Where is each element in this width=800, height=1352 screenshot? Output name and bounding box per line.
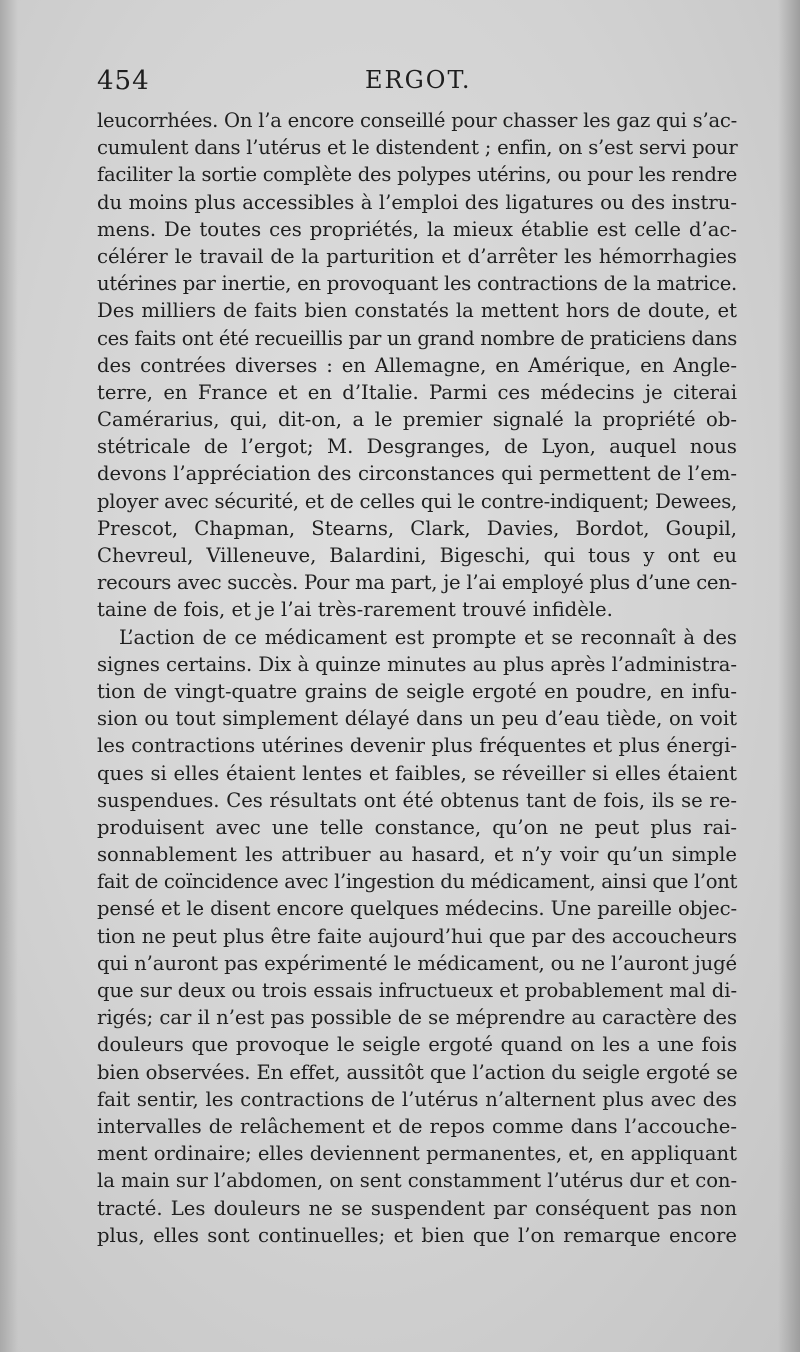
text-line: stétricale de l’ergot; M. Desgranges, de Lyon, auquel nous [97,435,737,459]
text-line: Des milliers de faits bien constatés la mettent hors de doute, et [97,299,737,323]
text-line: produisent avec une telle constance, qu’on ne peut plus rai- [97,815,737,839]
text-line: bien observées. En effet, aussitôt que l’action du seigle ergoté se [97,1060,738,1084]
text-line: qui n’auront pas expérimenté le médicament, ou ne l’auront jugé [97,951,738,975]
text-line: du moins plus accessibles à l’emploi des ligatures ou des instru- [97,190,737,214]
text-line: plus, elles sont continuelles; et bien que l’on remarque encore [97,1223,737,1247]
text-line: suspendues. Ces résultats ont été obtenus tant de fois, ils se re- [97,788,737,812]
text-line: tion de vingt-quatre grains de seigle ergoté en poudre, en infu- [97,679,737,703]
page-number: 454 [97,66,150,96]
text-line: terre, en France et en d’Italie. Parmi ces médecins je citerai [97,380,737,404]
text-line: recours avec succès. Pour ma part, je l’ai employé plus d’une cen- [97,571,737,595]
text-line: tion ne peut plus être faite aujourd’hui que par des accoucheurs [97,924,738,948]
text-line: Chevreul, Villeneuve, Balardini, Bigeschi, qui tous y ont eu [97,544,737,567]
text-line: que sur deux ou trois essais infructueux et probablement mal di- [97,979,738,1002]
text-line: fait sentir, les contractions de l’utérus n’alternent plus avec des [97,1087,737,1111]
text-line: rigés; car il n’est pas possible de se méprendre au caractère des [97,1006,737,1030]
text-line: célérer le travail de la parturition et d’arrêter les hémorrhagies [97,244,737,268]
text-line: ment ordinaire; elles deviennent permanentes, et, en appliquant [97,1142,737,1166]
text-line: des contrées diverses : en Allemagne, en Amérique, en Angle- [97,353,737,377]
text-line: L’action de ce médicament est prompte et se reconnaît à des [119,625,737,649]
text-line: tracté. Les douleurs ne se suspendent par conséquent pas non [97,1196,737,1220]
text-line: faciliter la sortie complète des polypes utérins, ou pour les rendre [97,163,738,187]
text-line: ques si elles étaient lentes et faibles, se réveiller si elles étaient [97,761,737,785]
text-line: signes certains. Dix à quinze minutes au plus après l’administra- [97,652,737,676]
page-header [97,66,737,106]
text-line: fait de coïncidence avec l’ingestion du médicament, ainsi que l’ont [97,870,738,894]
text-line: sion ou tout simplement délayé dans un peu d’eau tiède, on voit [97,707,737,731]
text-line: pensé et le disent encore quelques médecins. Une pareille objec- [97,897,737,921]
text-line: la main sur l’abdomen, on sent constamment l’utérus dur et con- [97,1169,737,1193]
text-line: utérines par inertie, en provoquant les contractions de la matrice. [97,272,738,296]
text-line: mens. De toutes ces propriétés, la mieux établie est celle d’ac- [97,217,737,241]
text-line: intervalles de relâchement et de repos comme dans l’accouche- [97,1114,737,1138]
text-line: ces faits ont été recueillis par un grand nombre de praticiens dans [97,326,738,350]
text-line: Prescot, Chapman, Stearns, Clark, Davies, Bordot, Goupil, [97,516,737,540]
running-head: ERGOT. [365,66,472,94]
text-line: douleurs que provoque le seigle ergoté quand on les a une fois [97,1033,737,1057]
text-line: sonnablement les attribuer au hasard, et n’y voir qu’un simple [97,843,737,867]
text-line: cumulent dans l’utérus et le distendent ; enfin, on s’est servi pour [97,136,738,160]
text-line: Camérarius, qui, dit-on, a le premier signalé la propriété ob- [97,408,737,432]
text-line: leucorrhées. On l’a encore conseillé pour chasser les gaz qui s’ac- [97,109,737,132]
text-line: ployer avec sécurité, et de celles qui le contre-indiquent; Dewees, [97,489,737,513]
text-line: les contractions utérines devenir plus fréquentes et plus énergi- [97,734,737,758]
body-text [97,107,737,1249]
text-line: taine de fois, et je l’ai très-rarement trouvé infidèle. [97,598,613,622]
text-line: devons l’appréciation des circonstances qui permettent de l’em- [97,462,737,486]
